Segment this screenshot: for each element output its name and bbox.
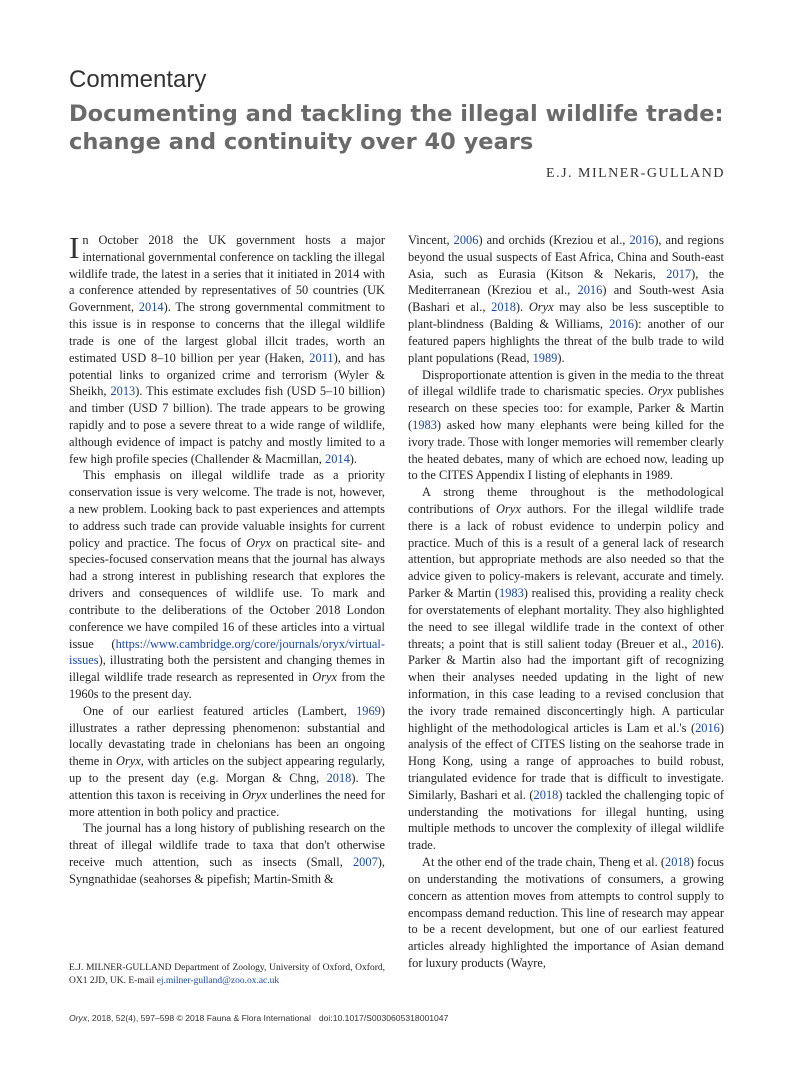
citation-link[interactable]: 2014 — [325, 451, 350, 466]
author-line: E.J. MILNER-GULLAND — [546, 166, 725, 181]
paragraph: One of our earliest featured articles (Lambert, 1969) illustrates a rather depressing phenomenon: substantial and locally devastating trade in chelonians has been an ongoing theme in Oryx, with articles on the subject appearing regularly, up to the present day (e.g. Morgan & Chng, 2018). The attention this taxon is receiving in Oryx underlines the need for more attention in both policy and practice. — [69, 703, 386, 819]
citation-link[interactable]: 2018 — [665, 855, 690, 870]
journal-name: Oryx — [69, 1013, 88, 1023]
paragraph: Vincent, 2006) and orchids (Kreziou et al., 2016), and regions beyond the usual suspects of East Africa, China and South-east Asia, such as Eurasia (Kitson & Nekaris, 2017), the Mediterranean (Kreziou et al., 2016) and South-west Asia (Bashari et al., 2018). Oryx may also be less susceptible to plant-blindness (Balding & Williams, 2016): another of our featured papers highlights the threat of the bulb trade to wild plant populations (Read, 1989). — [408, 233, 725, 365]
citation-link[interactable]: 2018 — [491, 300, 516, 315]
doi: doi:10.1017/S0030605318001047 — [318, 1013, 449, 1023]
paragraph: A strong theme throughout is the methodological contributions of Oryx authors. For the illegal wildlife trade there is a lack of robust evidence to underpin policy and practice. Much of this is a result of a general lack of research attention, but appropriate methods are also needed so that the advice given to policy-makers is relevant, accurate and timely. Parker & Martin (1983) realised this, providing a reality check for overstatements of elephant mortality. They also highlighted the need to see illegal wildlife trade in the context of other threats; a point that is still salient today (Breuer et al., 2016). Parker & Martin also had the important gift of recognizing when their analyses needed updating in the light of new information, in this case leading to a revised conclusion that the ivory trade remained disconcertingly high. A particular highlight of the methodological articles is Lam et al.'s (2016) analysis of the effect of CITES listing on the seahorse trade in Hong Kong, using a range of approaches to build robust, triangulated evidence for trade that is difficult to investigate. Similarly, Bashari et al. (2018) tackled the challenging topic of understanding the motivations for illegal hunting, using multiple methods to uncover the complexity of illegal wildlife trade. — [408, 485, 724, 853]
citation-link[interactable]: 2011 — [309, 350, 334, 365]
citation-link[interactable]: 2016 — [629, 233, 655, 247]
citation-link[interactable]: 1969 — [356, 703, 381, 718]
author-affiliation: E.J. MILNER-GULLAND Department of Zoology, University of Oxford, Oxford, OX1 2JD, UK. E-mail ej.milner-gulland@zoo.ox.ac.uk — [69, 963, 385, 986]
citation-link[interactable]: 2013 — [110, 384, 136, 399]
citation-link[interactable]: 2018 — [326, 771, 352, 785]
affiliation-name: E.J. MILNER-GULLAND — [69, 963, 172, 973]
citation-link[interactable]: 2018 — [533, 787, 559, 802]
citation-link[interactable]: 2006 — [453, 233, 479, 247]
paragraph: In October 2018 the UK government hosts a major international governmental conference on tackling the illegal wildlife trade, the latest in a series that it initiated in 2014 with a conference attended by representatives of 50 countries (UK Government, 2014). The strong governmental commitment to this issue is in response to concerns that the illegal wildlife trade is one of the largest global illcit trades, worth an estimated USD 8–10 billion per year (Haken, 2011), and has potential links to organized crime and terrorism (Wyler & Sheikh, 2013). This estimate excludes fish (USD 5–10 billion) and timber (USD 7 billion). The trade appears to be growing rapidly and to pose a severe threat to a wide range of wildlife, although evidence of impact is patchy and mostly limited to a few high profile species (Challender & Macmillan, 2014). — [69, 230, 386, 466]
virtual-issue-link[interactable]: https://www.cambridge.org/core/journals/oryx/virtual-issues — [69, 636, 385, 668]
left-column — [69, 232, 385, 888]
citation-link[interactable]: 2016 — [691, 636, 717, 651]
email-link[interactable]: ej.milner-gulland@zoo.ox.ac.uk — [156, 975, 280, 986]
article-title: Documenting and tackling the illegal wildlife trade: change and continuity over 40 years — [69, 101, 724, 155]
citation-link[interactable]: 2016 — [695, 720, 720, 735]
citation-link[interactable]: 2016 — [577, 283, 603, 298]
citation-link[interactable]: 1989 — [532, 350, 558, 365]
page-footer — [69, 1013, 456, 1023]
right-column — [408, 232, 724, 972]
drop-cap: I — [69, 230, 80, 265]
citation-link[interactable]: 2007 — [352, 855, 378, 870]
citation-link[interactable]: 1983 — [499, 586, 524, 601]
citation-link[interactable]: 2017 — [666, 266, 692, 281]
paragraph: Disproportionate attention is given in the media to the threat of illegal wildlife trade to charismatic species. Oryx publishes research on these species too: for example, Parker & Martin (1983) asked how many elephants were being killed for the ivory trade. Those with longer memories will remember clearly the heated debates, many of which are echoed now, leading up to the CITES Appendix I listing of elephants in 1989. — [408, 367, 724, 483]
citation-link[interactable]: 2016 — [609, 317, 634, 332]
citation-link[interactable]: 1983 — [412, 417, 437, 432]
citation-info: , 2018, 52(4), 597–598 © 2018 Fauna & Flora International — [87, 1013, 311, 1023]
citation-link[interactable]: 2014 — [138, 300, 164, 315]
paragraph: This emphasis on illegal wildlife trade as a priority conservation issue is very welcome. The trade is not, however, a new problem. Looking back to past experiences and attempts to address such trade can provide valuable insights for current policy and practice. The focus of Oryx on practical site- and species-focused conservation means that the journal has always had a strong interest in publishing research that explores the drivers and consequences of wildlife use. To mark and contribute to the deliberations of the October 2018 London conference we have compiled 16 of these articles into a virtual issue (https://www.cambridge.org/core/journals/oryx/virtual-issues), illustrating both the persistent and changing themes in illegal wildlife trade research as represented in Oryx from the 1960s to the present day. — [69, 468, 386, 701]
paragraph: At the other end of the trade chain, Theng et al. (2018) focus on understanding the motivations of consumers, a growing concern as attention moves from attempts to control supply to encompass demand reduction. This line of research may appear to be a recent development, but one of our earliest featured articles already highlighted the importance of Asian demand for luxury products (Wayre, — [408, 855, 724, 970]
paragraph: The journal has a long history of publishing research on the threat of illegal wildlife trade to taxa that don't otherwise receive much attention, such as insects (Small, 2007), Syngnathidae (seahorses & pipefish; Martin-Smith & — [69, 821, 385, 886]
section-label: Commentary — [69, 66, 207, 93]
